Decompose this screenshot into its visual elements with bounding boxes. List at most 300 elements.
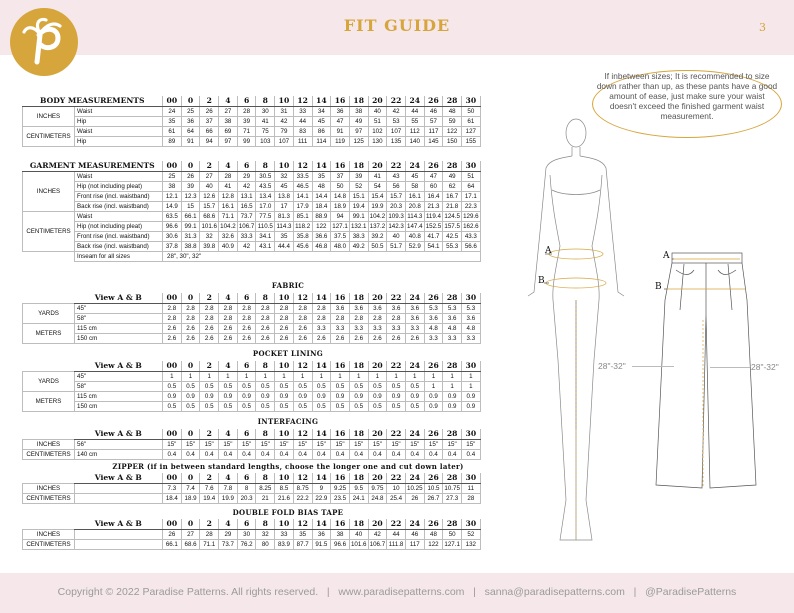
cell-value: 19.9	[368, 201, 387, 211]
table-row	[23, 181, 481, 191]
cell-value: 49	[443, 171, 462, 181]
size-header: 22	[387, 429, 406, 439]
unit-label: INCHES	[23, 529, 75, 539]
cell-value: 130	[368, 136, 387, 146]
cell-value: 87.7	[293, 539, 312, 549]
row-label: Hip	[75, 136, 163, 146]
cell-value: 44	[405, 106, 424, 116]
cell-value: 0.5	[256, 381, 275, 391]
cell-value: 75	[256, 126, 275, 136]
size-header: 16	[331, 293, 350, 303]
cell-value: 7.6	[200, 483, 219, 493]
size-header: 30	[462, 429, 481, 439]
table-row	[23, 126, 481, 136]
cell-value: 2.6	[256, 333, 275, 343]
cell-value: 1	[462, 381, 481, 391]
cell-value: 0.5	[219, 401, 238, 411]
cell-value: 15.7	[200, 201, 219, 211]
row-label: Back rise (incl. waistband)	[75, 241, 163, 251]
cell-value: 137.2	[369, 222, 386, 230]
cell-value: 30	[256, 106, 275, 116]
table-row	[23, 303, 481, 313]
size-header: 26	[424, 161, 443, 171]
cell-value: 0.9	[312, 391, 331, 401]
size-header: 20	[368, 293, 387, 303]
cell-value: 38	[331, 529, 350, 539]
cell-value: 35	[275, 231, 294, 241]
cell-value: 2.8	[219, 303, 238, 313]
size-header: 6	[237, 361, 256, 371]
cell-value: 7.3	[163, 483, 182, 493]
cell-value: 83.9	[275, 539, 294, 549]
row-label	[75, 483, 163, 493]
cell-value: 0.4	[163, 449, 182, 459]
cell-value: 13.8	[275, 191, 294, 201]
cell-value: 8.5	[275, 483, 294, 493]
cell-value: 40	[200, 181, 219, 191]
cell-value: 26	[181, 171, 200, 181]
size-header: 18	[349, 473, 368, 483]
cell-value: 0.5	[256, 401, 275, 411]
cell-value: 0.4	[405, 449, 424, 459]
cell-value: 3.3	[312, 323, 331, 333]
size-header: 2	[200, 161, 219, 171]
cell-value: 1	[181, 371, 200, 381]
cell-value: 147.4	[407, 222, 423, 230]
cell-value: 26	[405, 493, 424, 503]
size-header: 00	[163, 429, 182, 439]
cell-value: 3.6	[349, 303, 368, 313]
cell-value: 52	[349, 181, 368, 191]
size-header: 24	[405, 96, 424, 106]
size-header: 6	[237, 161, 256, 171]
cell-value: 12.8	[219, 191, 238, 201]
cell-value: 48	[443, 106, 462, 116]
cell-value: 54.1	[424, 241, 443, 251]
cell-value: 15.4	[368, 191, 387, 201]
cell-value: 25.4	[387, 493, 406, 503]
cell-value: 16.4	[424, 191, 443, 201]
cell-value: 3.6	[387, 303, 406, 313]
size-header: 20	[368, 519, 387, 529]
footer-band	[0, 573, 794, 613]
table-row	[23, 313, 481, 323]
cell-value: 0.5	[293, 381, 312, 391]
zipper-table	[22, 473, 481, 504]
cell-value: 55.3	[443, 241, 462, 251]
cell-value: 15"	[275, 439, 294, 449]
cell-value: 0.4	[219, 449, 238, 459]
pants-label-b: B	[655, 282, 662, 292]
row-label	[75, 529, 163, 539]
size-header: 30	[462, 293, 481, 303]
figure-label-a: A	[545, 246, 552, 256]
cell-value: 140	[405, 136, 424, 146]
cell-value: 0.5	[181, 401, 200, 411]
row-label: Waist	[75, 106, 163, 116]
cell-value: 30.6	[163, 231, 182, 241]
size-header: 10	[275, 473, 294, 483]
cell-value: 152.5	[425, 222, 442, 230]
cell-value: 55	[405, 116, 424, 126]
cell-value: 22.9	[312, 493, 331, 503]
row-label: Waist	[75, 171, 163, 181]
cell-value: 31	[275, 106, 294, 116]
cell-value: 2.6	[312, 333, 331, 343]
cell-value: 0.4	[275, 449, 294, 459]
row-label: Waist	[75, 126, 163, 136]
cell-value: 83	[293, 126, 312, 136]
cell-value: 112	[405, 126, 424, 136]
cell-value: 39	[349, 171, 368, 181]
cell-value: 2.8	[387, 313, 406, 323]
size-header: 8	[256, 519, 275, 529]
size-header-row	[23, 519, 481, 529]
cell-value: 77.5	[256, 211, 275, 221]
cell-value: 2.8	[293, 313, 312, 323]
size-header: 4	[219, 96, 238, 106]
cell-value: 145	[424, 136, 443, 146]
cell-value: 5.3	[424, 303, 443, 313]
cell-value: 132.1	[350, 222, 367, 230]
cell-value: 2.6	[237, 323, 256, 333]
cell-value: 60	[424, 181, 443, 191]
row-label: 115 cm	[75, 391, 163, 401]
table-row	[23, 439, 481, 449]
table-row	[23, 136, 481, 146]
size-header: 14	[312, 473, 331, 483]
cell-value: 2.8	[219, 313, 238, 323]
row-label: 58"	[75, 313, 163, 323]
table-row	[23, 529, 481, 539]
cell-value: 0.5	[368, 401, 387, 411]
table-row	[23, 191, 481, 201]
cell-value: 40.9	[219, 241, 238, 251]
cell-value: 59	[443, 116, 462, 126]
cell-value: 46.5	[293, 181, 312, 191]
size-header: 6	[237, 473, 256, 483]
size-header: 16	[331, 161, 350, 171]
cell-value: 16.7	[443, 191, 462, 201]
cell-value: 0.5	[349, 381, 368, 391]
size-header: 22	[387, 161, 406, 171]
size-header: 18	[349, 429, 368, 439]
pocket-lining-table	[22, 361, 481, 412]
cell-value: 114.3	[276, 222, 292, 230]
cell-value: 0.9	[424, 391, 443, 401]
cell-value: 69	[219, 126, 238, 136]
size-header: 24	[405, 361, 424, 371]
inseam-label: Inseam for all sizes	[75, 251, 163, 261]
unit-label: CENTIMETERS	[23, 126, 75, 146]
size-header: 28	[443, 96, 462, 106]
cell-value: 13.1	[237, 191, 256, 201]
cell-value: 51.7	[387, 241, 406, 251]
cell-value: 53	[387, 116, 406, 126]
cell-value: 117	[424, 126, 443, 136]
row-label: Hip (not including pleat)	[75, 181, 163, 191]
cell-value: 26	[200, 106, 219, 116]
cell-value: 2.6	[200, 323, 219, 333]
cell-value: 104.2	[369, 212, 386, 220]
cell-value: 2.6	[256, 323, 275, 333]
size-header: 24	[405, 429, 424, 439]
size-header: 16	[331, 519, 350, 529]
cell-value: 42	[237, 181, 256, 191]
cell-value: 56.6	[462, 241, 481, 251]
cell-value: 10	[387, 483, 406, 493]
cell-value: 122	[424, 539, 443, 549]
size-header: 00	[163, 361, 182, 371]
row-label: Hip	[75, 116, 163, 126]
cell-value: 36.6	[312, 231, 331, 241]
size-header: 30	[462, 96, 481, 106]
unit-label: YARDS	[23, 371, 75, 391]
size-header: 0	[181, 519, 200, 529]
cell-value: 119.4	[425, 212, 441, 220]
cell-value: 43.5	[256, 181, 275, 191]
figure-inseam-label: 28"-32"	[598, 361, 626, 371]
cell-value: 3.6	[462, 313, 481, 323]
cell-value: 129.6	[463, 212, 479, 220]
cell-value: 27	[181, 529, 200, 539]
cell-value: 0.9	[237, 391, 256, 401]
table-row	[23, 483, 481, 493]
view-label: View A & B	[75, 429, 163, 439]
size-header: 16	[331, 361, 350, 371]
cell-value: 9.25	[331, 483, 350, 493]
size-header: 2	[200, 293, 219, 303]
table-row	[23, 381, 481, 391]
size-header-row	[23, 473, 481, 483]
cell-value: 2.8	[237, 313, 256, 323]
cell-value: 34.1	[256, 231, 275, 241]
cell-value: 106.7	[369, 540, 386, 548]
table-row	[23, 221, 481, 231]
cell-value: 0.9	[293, 391, 312, 401]
cell-value: 15"	[200, 439, 219, 449]
cell-value: 21.8	[443, 201, 462, 211]
cell-value: 27	[200, 171, 219, 181]
cell-value: 31.3	[181, 231, 200, 241]
row-label: Hip (not including pleat)	[75, 221, 163, 231]
cell-value: 1	[368, 371, 387, 381]
cell-value: 61	[462, 116, 481, 126]
cell-value: 15"	[443, 439, 462, 449]
size-header: 10	[275, 361, 294, 371]
cell-value: 99.1	[349, 211, 368, 221]
cell-value: 157.5	[444, 222, 460, 230]
cell-value: 66.1	[181, 211, 200, 221]
cell-value: 43.3	[462, 231, 481, 241]
cell-value: 2.6	[293, 323, 312, 333]
cell-value: 30	[237, 529, 256, 539]
cell-value: 42	[387, 106, 406, 116]
cell-value: 79	[275, 126, 294, 136]
cell-value: 34	[312, 106, 331, 116]
cell-value: 1	[312, 371, 331, 381]
cell-value: 51	[368, 116, 387, 126]
cell-value: 114	[312, 136, 331, 146]
blank-cell	[23, 429, 75, 439]
cell-value: 0.9	[349, 391, 368, 401]
size-header: 22	[387, 293, 406, 303]
cell-value: 3.3	[368, 323, 387, 333]
cell-value: 45	[405, 171, 424, 181]
table-row	[23, 333, 481, 343]
cell-value: 35	[312, 171, 331, 181]
row-label: 115 cm	[75, 323, 163, 333]
size-header: 28	[443, 429, 462, 439]
cell-value: 0.4	[462, 449, 481, 459]
size-header: 00	[163, 519, 182, 529]
cell-value: 27	[219, 106, 238, 116]
cell-value: 2.8	[200, 303, 219, 313]
cell-value: 0.4	[424, 449, 443, 459]
cell-value: 76.2	[237, 539, 256, 549]
cell-value: 0.5	[331, 401, 350, 411]
size-header: 00	[163, 161, 182, 171]
section-title: GARMENT MEASUREMENTS	[23, 161, 163, 171]
size-header: 4	[219, 361, 238, 371]
cell-value: 81.3	[275, 211, 294, 221]
cell-value: 2.6	[293, 333, 312, 343]
cell-value: 2.6	[405, 333, 424, 343]
cell-value: 2.8	[275, 303, 294, 313]
cell-value: 2.8	[163, 303, 182, 313]
size-header: 8	[256, 161, 275, 171]
cell-value: 0.5	[331, 381, 350, 391]
cell-value: 94	[331, 211, 350, 221]
size-header: 12	[293, 293, 312, 303]
cell-value: 97	[219, 136, 238, 146]
cell-value: 3.3	[349, 323, 368, 333]
size-header: 10	[275, 519, 294, 529]
cell-value: 88.9	[312, 211, 331, 221]
table-row	[23, 201, 481, 211]
size-header: 24	[405, 519, 424, 529]
cell-value: 8	[237, 483, 256, 493]
cell-value: 26.7	[424, 493, 443, 503]
cell-value: 0.9	[163, 391, 182, 401]
cell-value: 2.8	[181, 313, 200, 323]
cell-value: 40.8	[405, 231, 424, 241]
cell-value: 19.4	[200, 493, 219, 503]
cell-value: 14.9	[163, 201, 182, 211]
cell-value: 0.5	[387, 401, 406, 411]
cell-value: 38.3	[349, 231, 368, 241]
inseam-row	[23, 251, 481, 261]
cell-value: 0.9	[181, 391, 200, 401]
cell-value: 0.9	[219, 391, 238, 401]
cell-value: 15"	[387, 439, 406, 449]
cell-value: 1	[331, 371, 350, 381]
pants-label-a: A	[663, 251, 670, 261]
cell-value: 2.6	[181, 323, 200, 333]
figure-label-b: B	[538, 276, 545, 286]
cell-value: 2.6	[237, 333, 256, 343]
size-header: 18	[349, 293, 368, 303]
cell-value: 5.3	[462, 303, 481, 313]
size-header: 12	[293, 519, 312, 529]
cell-value: 15"	[237, 439, 256, 449]
size-header: 26	[424, 96, 443, 106]
cell-value: 66.1	[163, 539, 182, 549]
cell-value: 2.6	[368, 333, 387, 343]
cell-value: 41	[219, 181, 238, 191]
cell-value: 2.8	[200, 313, 219, 323]
cell-value: 29	[219, 529, 238, 539]
cell-value: 2.6	[163, 323, 182, 333]
row-label: 150 cm	[75, 333, 163, 343]
cell-value: 3.3	[331, 323, 350, 333]
unit-label: INCHES	[23, 439, 75, 449]
cell-value: 15"	[181, 439, 200, 449]
size-header: 28	[443, 519, 462, 529]
cell-value: 42.5	[443, 231, 462, 241]
cell-value: 0.9	[443, 391, 462, 401]
cell-value: 35	[293, 529, 312, 539]
cell-value: 0.5	[163, 381, 182, 391]
table-row	[23, 391, 481, 401]
cell-value: 118.2	[295, 222, 311, 230]
cell-value: 26	[163, 529, 182, 539]
cell-value: 1	[462, 371, 481, 381]
cell-value: 0.4	[349, 449, 368, 459]
cell-value: 135	[387, 136, 406, 146]
cell-value: 61	[163, 126, 182, 136]
cell-value: 41	[368, 171, 387, 181]
unit-label: INCHES	[23, 106, 75, 126]
cell-value: 47	[424, 171, 443, 181]
cell-value: 3.6	[405, 313, 424, 323]
size-header: 8	[256, 361, 275, 371]
cell-value: 0.4	[256, 449, 275, 459]
size-header-row	[23, 161, 481, 171]
cell-value: 109.3	[388, 212, 404, 220]
cell-value: 32.6	[219, 231, 238, 241]
cell-value: 33.3	[237, 231, 256, 241]
cell-value: 0.4	[237, 449, 256, 459]
table-row	[23, 323, 481, 333]
size-header: 22	[387, 473, 406, 483]
cell-value: 2.6	[387, 333, 406, 343]
size-header-row	[23, 361, 481, 371]
cell-value: 33	[275, 529, 294, 539]
cell-value: 38	[349, 106, 368, 116]
cell-value: 73.7	[237, 211, 256, 221]
cell-value: 16.5	[237, 201, 256, 211]
size-header: 8	[256, 293, 275, 303]
size-header: 10	[275, 96, 294, 106]
cell-value: 28	[219, 171, 238, 181]
cell-value: 24	[163, 106, 182, 116]
sizing-note-text: If inbetween sizes; It is recommended to size down rather than up, as these pants have a good amount of ease, just make sure your waist doesn't exceed the finished garment waist measurement.	[596, 71, 778, 121]
cell-value: 2.6	[181, 333, 200, 343]
size-header-row	[23, 96, 481, 106]
size-header: 2	[200, 519, 219, 529]
size-header: 4	[219, 429, 238, 439]
cell-value: 15"	[331, 439, 350, 449]
cell-value: 15"	[405, 439, 424, 449]
cell-value: 21.3	[424, 201, 443, 211]
table-row	[23, 401, 481, 411]
cell-value: 107	[387, 126, 406, 136]
cell-value: 0.4	[293, 449, 312, 459]
cell-value: 9	[312, 483, 331, 493]
cell-value: 0.5	[237, 381, 256, 391]
cell-value: 42	[368, 529, 387, 539]
